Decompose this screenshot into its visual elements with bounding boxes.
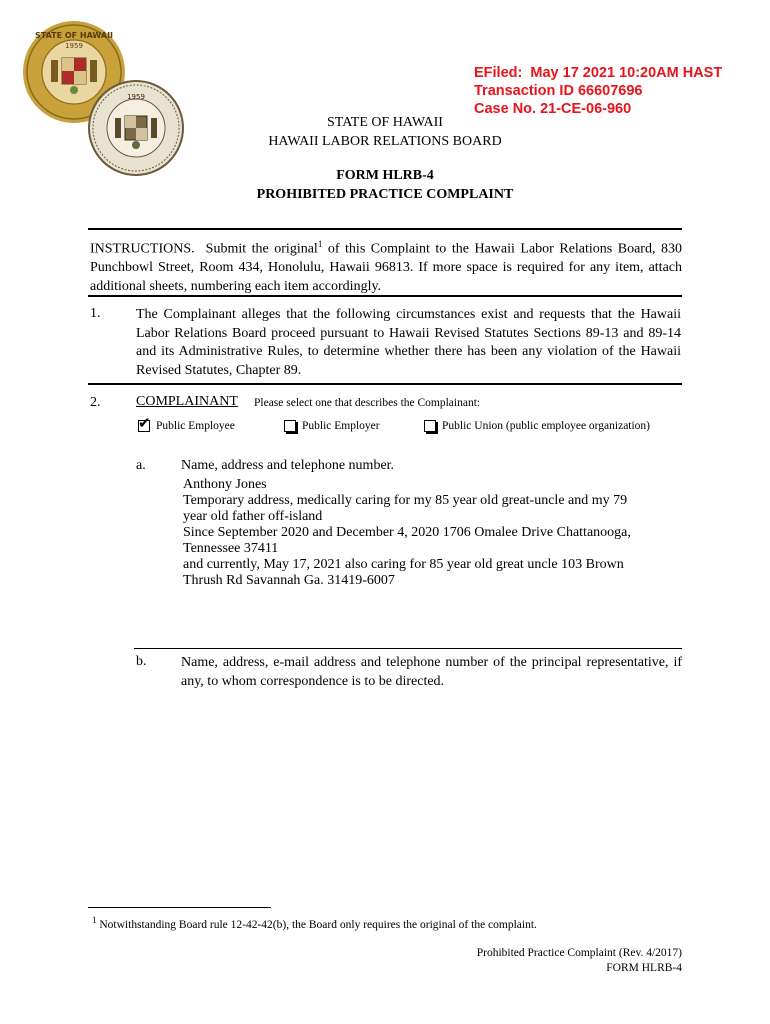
option-label: Public Employee	[156, 420, 235, 432]
footnote-divider	[88, 907, 271, 908]
option-public-employee[interactable]	[138, 414, 235, 432]
footnote-ref: 1	[317, 239, 323, 249]
option-public-union[interactable]	[424, 420, 650, 432]
answer-line: Tennessee 37411	[183, 541, 279, 556]
checkbox-checked[interactable]	[138, 414, 151, 432]
checkbox-unchecked[interactable]	[424, 420, 436, 432]
item-2a-label: Name, address and telephone number.	[181, 458, 395, 473]
divider	[88, 228, 682, 230]
answer-line: Thrush Rd Savannah Ga. 31419-6007	[183, 573, 395, 588]
item-2b-label: Name, address, e-mail address and telephone number of the principal representative, if any, to whom correspondence is to be directed.	[181, 655, 682, 689]
form-title: PROHIBITED PRACTICE COMPLAINT	[256, 187, 514, 202]
form-number: FORM HLRB-4	[336, 168, 434, 183]
item-1-text: The Complainant alleges that the following circumstances exist and requests that the Hawaii Labor Relations Board proceed pursuant to Hawaii Revised Statutes Sections 89-13 and 89-14 and its Administrative Rules, to determine whether there has been any violation of the Hawaii Revised Statutes, Chapter 89.	[136, 307, 681, 378]
option-public-employer[interactable]	[284, 420, 380, 432]
seal-year: 1959	[127, 93, 145, 101]
complainant-select-note: Please select one that describes the Complainant:	[254, 397, 481, 409]
option-label: Public Employer	[302, 420, 380, 432]
efiled-stamp	[474, 64, 722, 118]
seal-text: STATE OF HAWAII	[34, 31, 114, 40]
checkmark-icon: ✔	[138, 414, 151, 432]
answer-line: and currently, May 17, 2021 also caring for 85 year old great uncle 103 Brown	[183, 557, 624, 572]
transaction-id: Transaction ID 66607696	[474, 83, 643, 99]
item-2-number: 2.	[90, 395, 101, 410]
answer-line: Temporary address, medically caring for my 85 year old great-uncle and my 79	[183, 493, 628, 508]
complainant-answer[interactable]	[183, 477, 631, 589]
header-board: HAWAII LABOR RELATIONS BOARD	[268, 134, 502, 149]
footnote-number: 1	[92, 915, 97, 925]
item-2a-letter: a.	[136, 458, 146, 473]
seal-year: 1959	[65, 42, 83, 50]
header-state: STATE OF HAWAII	[327, 115, 443, 130]
option-label: Public Union (public employee organization)	[442, 420, 651, 432]
instructions-lead: INSTRUCTIONS.	[90, 241, 195, 257]
footer-form: FORM HLRB-4	[606, 962, 682, 974]
divider	[88, 383, 682, 385]
instructions-text-cont: of this Complaint to the Hawaii Labor Relations Board, 830 Punchbowl Street, Room 434, Honolulu, Hawaii 96813. If more space is required for any item, attach additional sheets, numbering each item accordingly.	[90, 241, 682, 294]
divider	[134, 648, 682, 649]
complainant-heading: COMPLAINANT	[136, 394, 238, 409]
answer-line: year old father off-island	[183, 509, 323, 524]
answer-line: Anthony Jones	[183, 477, 267, 492]
case-number: Case No. 21-CE-06-960	[474, 101, 632, 117]
item-2b-letter: b.	[136, 654, 147, 669]
efiled-date: EFiled: May 17 2021 10:20AM HAST	[474, 65, 723, 81]
checkbox-unchecked[interactable]	[284, 420, 296, 432]
footnote	[92, 915, 537, 931]
instructions-text: Submit the original	[194, 241, 318, 257]
divider	[88, 295, 682, 297]
answer-line: Since September 2020 and December 4, 2020 1706 Omalee Drive Chattanooga,	[183, 525, 631, 540]
footnote-text: Notwithstanding Board rule 12-42-42(b), the Board only requires the original of the complaint.	[96, 918, 537, 931]
footer-revision: Prohibited Practice Complaint (Rev. 4/2017)	[476, 947, 682, 959]
item-1-number: 1.	[90, 306, 101, 321]
instructions	[90, 235, 682, 296]
